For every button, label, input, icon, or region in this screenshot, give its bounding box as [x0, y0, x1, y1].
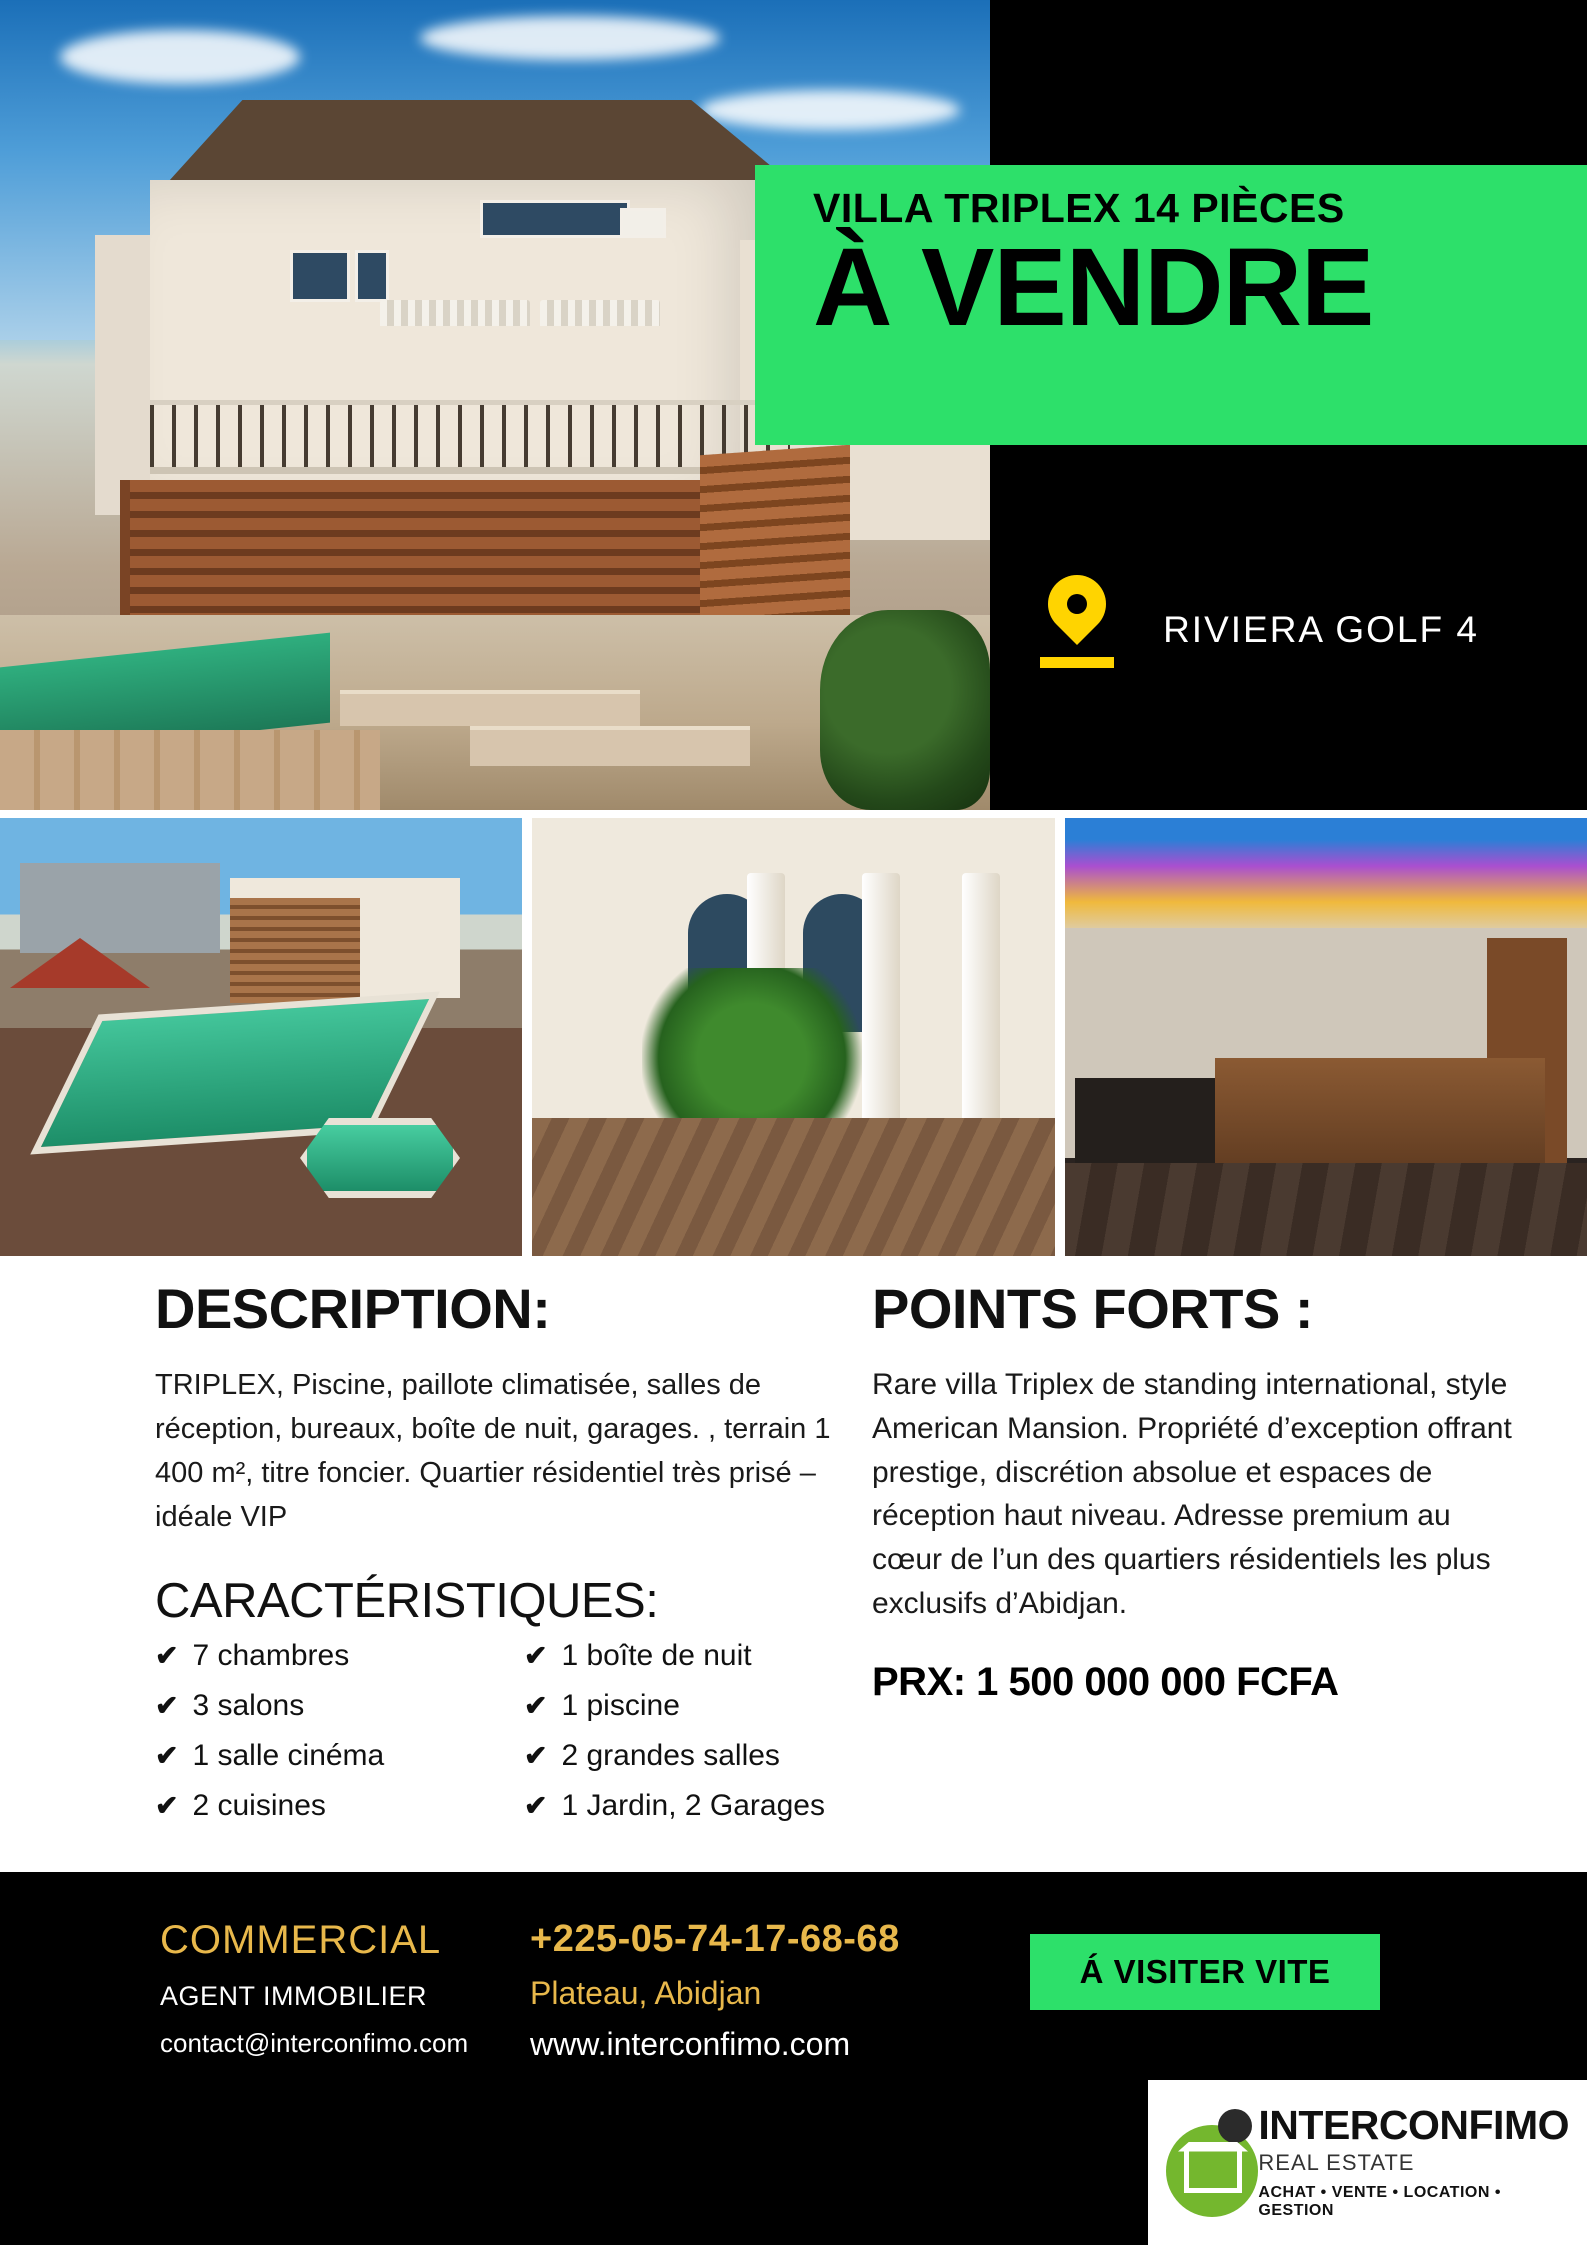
list-item-label: 1 salle cinéma	[192, 1739, 385, 1773]
cloud-decor	[60, 30, 300, 84]
window-shape	[620, 208, 666, 238]
footer-contact-block	[530, 1918, 900, 2063]
list-item	[524, 1639, 865, 1673]
title-banner	[755, 165, 1587, 445]
caracteristiques-grid	[155, 1639, 865, 1839]
logo-house-icon	[1166, 2109, 1244, 2217]
list-item-label: 7 chambres	[192, 1639, 350, 1673]
list-item-label: 2 cuisines	[192, 1789, 326, 1823]
points-forts-column	[872, 1276, 1512, 1705]
list-item-label: 3 salons	[192, 1689, 305, 1723]
price-label: PRX: 1 500 000 000 FCFA	[872, 1659, 1339, 1704]
footer-commercial-block	[160, 1918, 468, 2059]
gallery-photo-interior	[1065, 818, 1587, 1256]
list-item	[155, 1789, 496, 1823]
hero-title: À VENDRE	[813, 226, 1374, 350]
check-icon: ✔	[524, 1790, 548, 1822]
list-item	[155, 1639, 496, 1673]
photo-gallery	[0, 818, 1587, 1256]
visit-button[interactable]: Á VISITER VITE	[1030, 1934, 1380, 2010]
contact-website[interactable]: www.interconfimo.com	[530, 2026, 851, 2062]
points-forts-heading: POINTS FORTS :	[872, 1277, 1313, 1340]
location-row	[1040, 565, 1560, 695]
window-shape	[290, 250, 350, 302]
wood-fence	[120, 480, 800, 630]
location-label: RIVIERA GOLF 4	[1163, 608, 1479, 650]
footer-section	[0, 1872, 1587, 2245]
list-item	[524, 1789, 865, 1823]
terrace-step	[340, 690, 640, 726]
list-item	[524, 1739, 865, 1773]
check-icon: ✔	[524, 1740, 548, 1772]
logo-services: ACHAT • VENTE • LOCATION • GESTION	[1258, 2184, 1501, 2219]
commercial-title: COMMERCIAL	[160, 1918, 442, 1962]
description-text: TRIPLEX, Piscine, paillote climatisée, salles de réception, bureaux, boîte de nuit, garages. , terrain 1 400 m², titre foncier. Quartier résidentiel très prisé – idéale VIP	[155, 1369, 831, 1534]
caracteristiques-column-left	[155, 1639, 496, 1839]
window-shape	[480, 200, 630, 238]
gallery-photo-pool	[0, 818, 522, 1256]
cloud-decor	[700, 90, 960, 130]
list-item	[155, 1739, 496, 1773]
contact-address: Plateau, Abidjan	[530, 1975, 762, 2011]
company-logo	[1148, 2080, 1587, 2245]
list-item-label: 1 boîte de nuit	[561, 1639, 752, 1673]
hero-section	[0, 0, 1587, 810]
logo-brand: INTERCONFIMO	[1258, 2102, 1569, 2148]
gallery-photo-facade	[532, 818, 1054, 1256]
balcony-railing	[150, 400, 790, 474]
points-forts-text: Rare villa Triplex de standing international, style American Mansion. Propriété d’exception offrant prestige, discrétion absolue et espaces de réception haut niveau. Adresse premium au cœur de l’un des quartiers résidentiels les plus exclusifs d’Abidjan.	[872, 1368, 1512, 1620]
list-item	[155, 1689, 496, 1723]
awning-shape	[380, 300, 530, 326]
logo-subtitle: REAL ESTATE	[1258, 2150, 1415, 2175]
list-item-label: 2 grandes salles	[561, 1739, 780, 1773]
check-icon: ✔	[155, 1690, 179, 1722]
window-shape	[355, 250, 389, 302]
list-item	[524, 1689, 865, 1723]
check-icon: ✔	[155, 1640, 179, 1672]
check-icon: ✔	[155, 1740, 179, 1772]
check-icon: ✔	[155, 1790, 179, 1822]
list-item-label: 1 piscine	[561, 1689, 680, 1723]
terrace-step	[470, 726, 750, 766]
check-icon: ✔	[524, 1690, 548, 1722]
cloud-decor	[420, 16, 720, 60]
contact-email[interactable]: contact@interconfimo.com	[160, 2028, 469, 2058]
caracteristiques-heading: CARACTÉRISTIQUES:	[155, 1574, 659, 1629]
logo-text-block	[1258, 2102, 1569, 2220]
description-column	[155, 1276, 865, 1839]
check-icon: ✔	[524, 1640, 548, 1672]
list-item-label: 1 Jardin, 2 Garages	[561, 1789, 825, 1823]
location-pin-icon	[1040, 575, 1114, 685]
pool-deck	[0, 730, 380, 810]
description-heading: DESCRIPTION:	[155, 1277, 551, 1340]
hero-subtitle: VILLA TRIPLEX 14 PIÈCES	[813, 185, 1345, 231]
content-section	[0, 1256, 1587, 1872]
contact-phone[interactable]: +225-05-74-17-68-68	[530, 1918, 900, 1960]
garden-foliage	[820, 610, 990, 810]
caracteristiques-column-right	[524, 1639, 865, 1839]
commercial-role: AGENT IMMOBILIER	[160, 1981, 428, 2011]
awning-shape	[540, 300, 660, 326]
